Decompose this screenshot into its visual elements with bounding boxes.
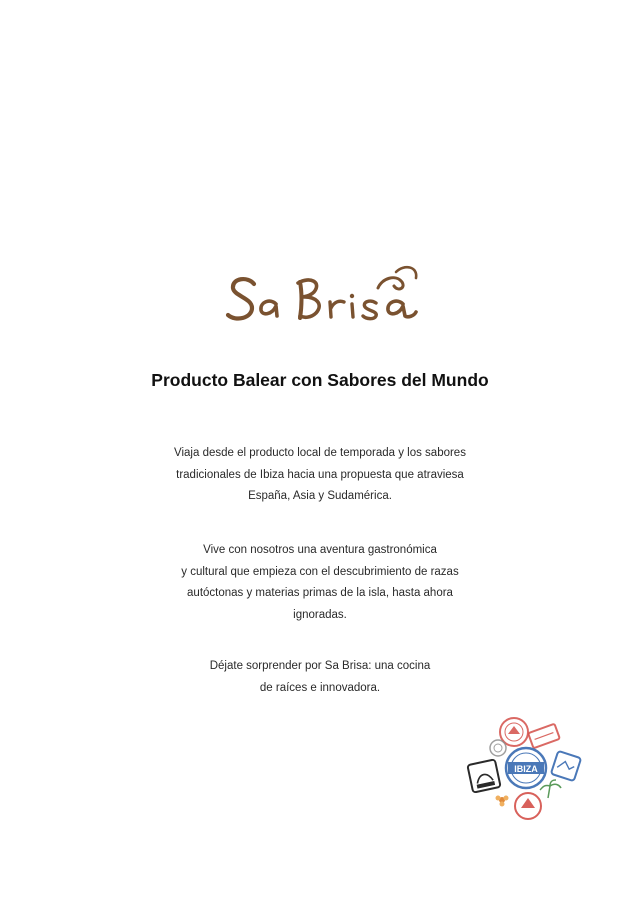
paragraph-line: tradicionales de Ibiza hacia una propuesta que atraviesa	[176, 468, 464, 481]
page-title: Producto Balear con Sabores del Mundo	[151, 370, 489, 390]
blue-rect-stamp	[551, 751, 581, 781]
paragraph-line: y cultural que empieza con el descubrimiento de razas	[181, 565, 459, 578]
paragraph-line: Vive con nosotros una aventura gastronómica	[203, 544, 437, 556]
red-bottom-stamp	[515, 793, 541, 819]
travel-stamps-illustration	[464, 712, 586, 824]
red-circle-stamp	[500, 718, 528, 746]
grey-circle-stamp	[490, 740, 506, 756]
paragraph-line: autóctonas y materias primas de la isla, hasta ahora	[187, 587, 453, 599]
black-square-stamp	[467, 759, 500, 792]
flower-icon	[496, 796, 509, 807]
sa-brisa-logo	[218, 258, 428, 332]
closing-paragraph	[0, 656, 640, 699]
paragraph-line: de raíces e innovadora.	[259, 681, 381, 694]
paragraph-line: Déjate sorprender por Sa Brisa: una cocina	[209, 660, 431, 672]
paragraph-line: ignoradas.	[293, 608, 347, 621]
paragraph-line: España, Asia y Sudamérica.	[248, 490, 392, 502]
intro-paragraph	[0, 443, 640, 508]
ibiza-stamp	[506, 748, 546, 788]
paragraph-line: Viaja desde el producto local de temporada y los sabores	[174, 447, 466, 459]
svg-text:IBIZA: IBIZA	[514, 764, 538, 774]
palm-icon	[540, 780, 561, 798]
red-rect-stamp	[528, 724, 560, 749]
experience-paragraph	[0, 540, 640, 626]
